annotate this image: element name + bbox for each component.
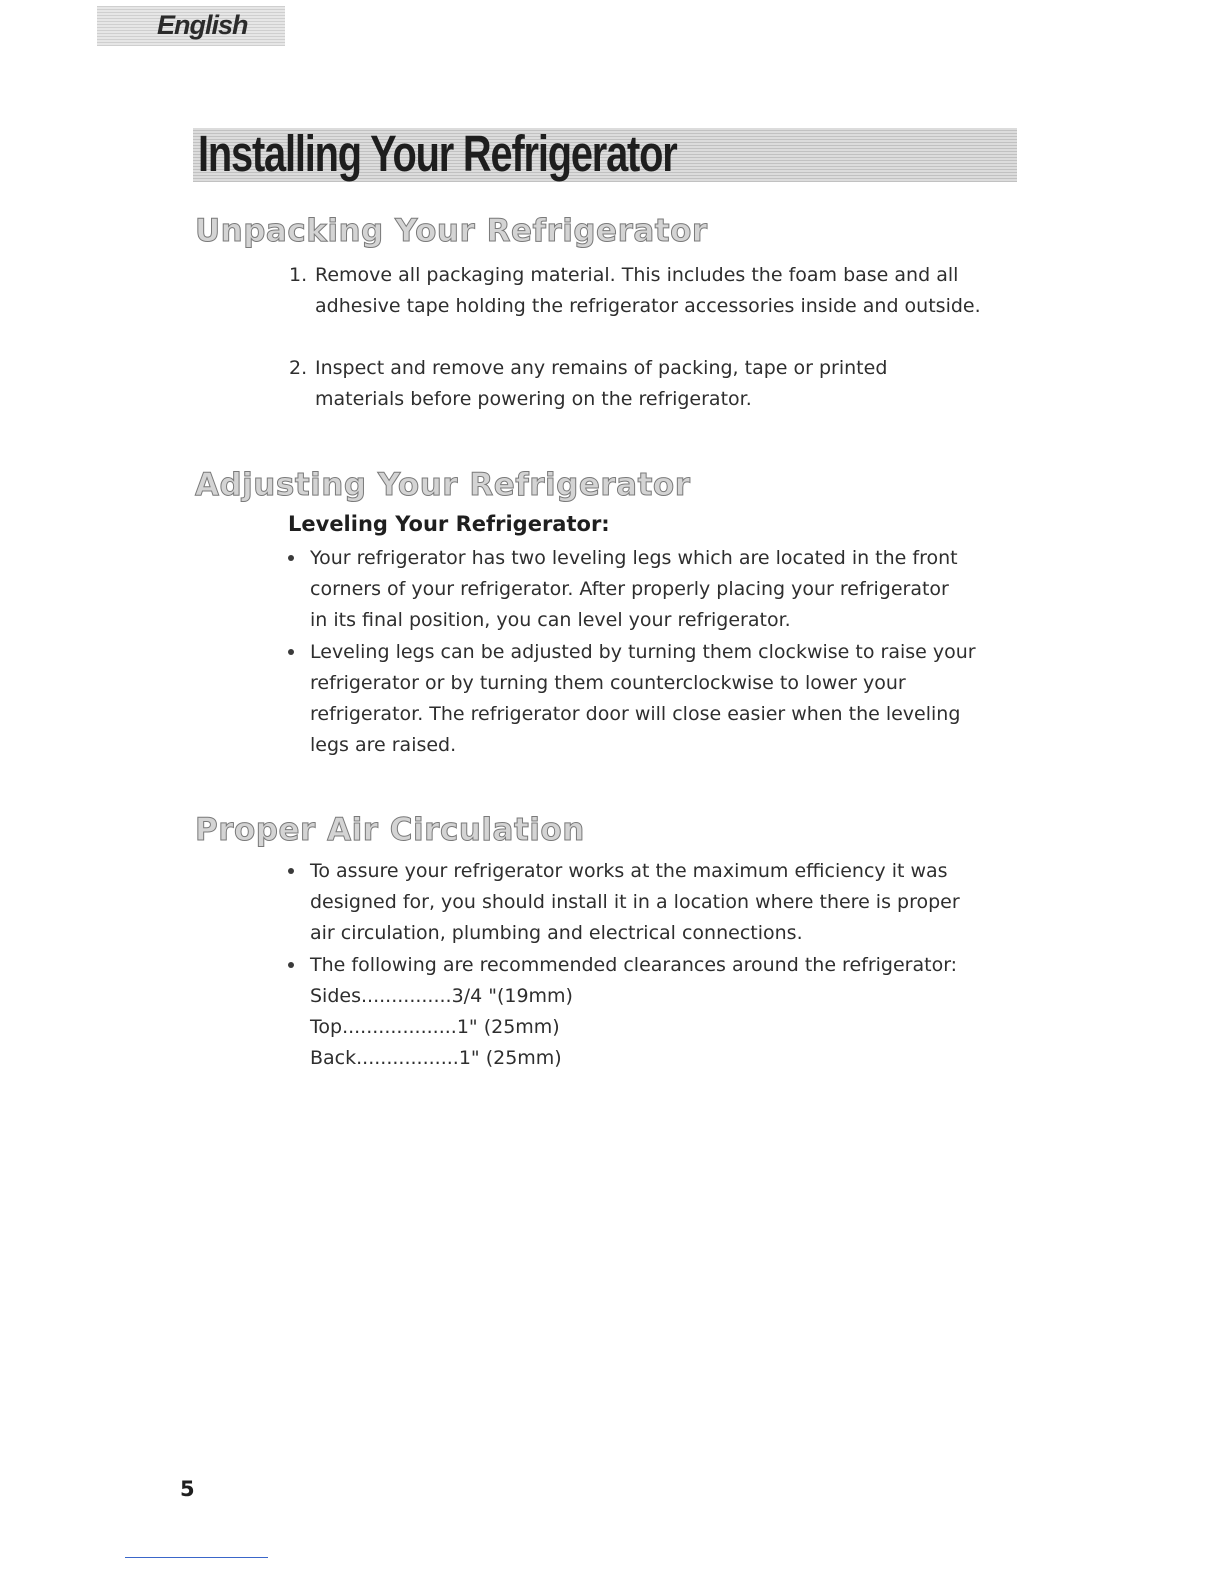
bottom-rule	[125, 1557, 268, 1558]
bullet-icon	[288, 649, 294, 655]
leveling-subheading: Leveling Your Refrigerator:	[288, 512, 610, 536]
bullet-item-text: Leveling legs can be adjusted by turning them clockwise to raise your refrigerator or by turning them counterclockwise to lower your refrigerator. The refrigerator door will close easier when the leveling legs are raised.	[310, 641, 976, 756]
clearance-label: Sides	[310, 985, 361, 1007]
clearance-label: Back	[310, 1047, 357, 1069]
list-item	[289, 260, 995, 322]
language-tab	[97, 6, 285, 46]
clearance-value: 3/4 "(19mm)	[451, 985, 573, 1007]
bullet-item	[310, 543, 960, 636]
clearance-leader-dots: .................	[356, 1047, 459, 1069]
bullet-icon	[288, 868, 294, 874]
page-title: Installing Your Refrigerator	[198, 125, 677, 182]
clearance-row-top	[310, 1012, 560, 1043]
adjusting-heading: Adjusting Your Refrigerator	[195, 467, 691, 503]
clearance-label: Top	[310, 1016, 343, 1038]
clearance-leader-dots: ...............	[361, 985, 452, 1007]
bullet-item	[310, 856, 960, 949]
bullet-item-text: Your refrigerator has two leveling legs which are located in the front corners of your refrigerator. After properly placing your refrigerator in its final position, you can level your refrigerator.	[310, 547, 958, 631]
list-item-text: Remove all packaging material. This includes the foam base and all adhesive tape holding the refrigerator accessories inside and outside.	[315, 264, 981, 317]
list-item-text: Inspect and remove any remains of packing, tape or printed materials before powering on the refrigerator.	[315, 357, 888, 410]
bullet-item-text: To assure your refrigerator works at the maximum efficiency it was designed for, you should install it in a location where there is proper air circulation, plumbing and electrical connections.	[310, 860, 960, 944]
bullet-icon	[288, 962, 294, 968]
clearance-value: 1" (25mm)	[458, 1047, 562, 1069]
bullet-item-text: The following are recommended clearances around the refrigerator:	[310, 954, 958, 976]
air-circulation-heading: Proper Air Circulation	[195, 812, 585, 848]
list-item	[289, 353, 955, 415]
bullet-item	[310, 950, 1030, 981]
bullet-item	[310, 637, 1000, 761]
list-item-marker: 1.	[289, 264, 308, 286]
unpacking-heading: Unpacking Your Refrigerator	[195, 213, 708, 249]
language-tab-label: English	[157, 10, 248, 40]
bullet-icon	[288, 555, 294, 561]
clearance-value: 1" (25mm)	[456, 1016, 560, 1038]
list-item-marker: 2.	[289, 357, 308, 379]
clearance-row-sides	[310, 981, 573, 1012]
page-number: 5	[180, 1477, 195, 1501]
clearance-row-back	[310, 1043, 562, 1074]
clearance-leader-dots: ...................	[342, 1016, 457, 1038]
